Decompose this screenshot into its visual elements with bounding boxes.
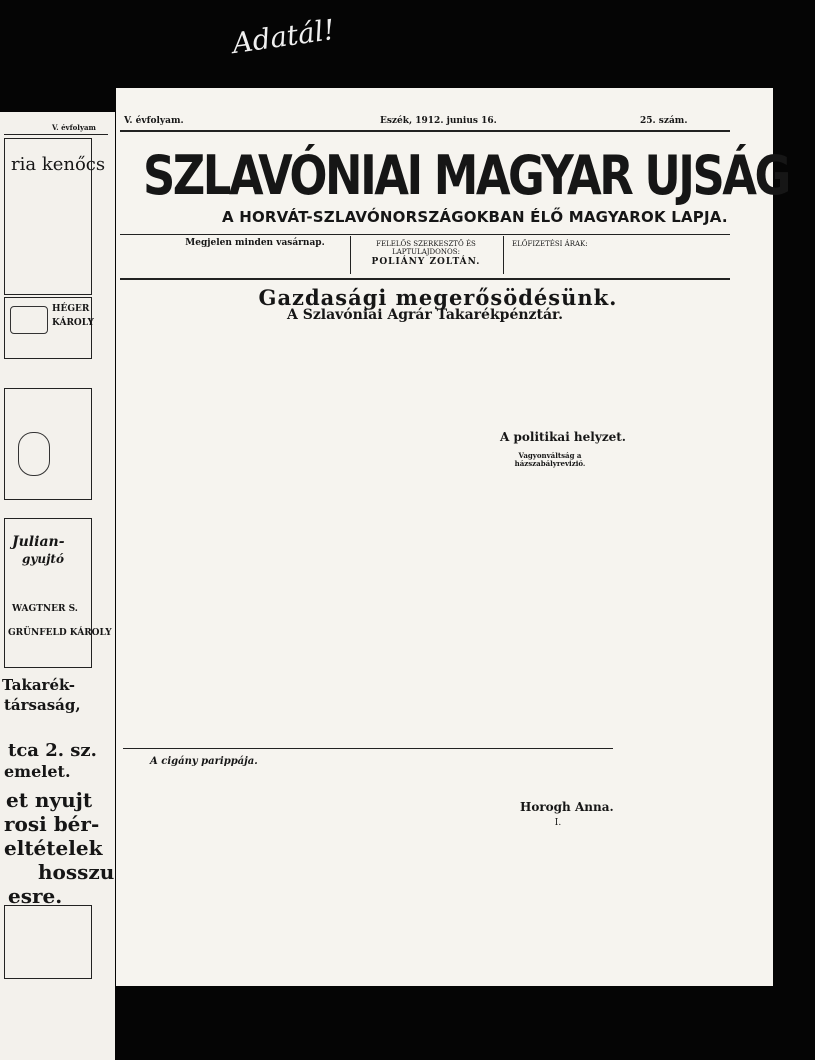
header-rule [120,130,730,132]
poem-column-1 [130,770,240,980]
left-ad-1-text [10,180,86,272]
left-ad-3-title: Julian- [12,534,65,550]
article-column-1 [123,326,241,746]
left-ad-3-subtitle: gyujtó [22,552,64,566]
left-ad-2-name: HÉGER [52,304,90,314]
left-ad-4-line6: rosi bér- [4,812,100,836]
left-ad-4-line5: et nyujt [6,788,93,812]
feuilleton-text [492,832,610,980]
poem-column-2 [246,754,364,980]
article-column-3 [369,326,487,746]
divider [4,134,108,135]
left-ad-3-person2: GRÜNFELD KÁROLY [8,628,112,638]
article-column-4b [492,480,610,742]
article-column-2 [246,326,364,746]
newspaper-title: SZLAVÓNIAI MAGYAR UJSÁG [143,144,789,207]
newspaper-subtitle: A HORVÁT-SZLAVÓNORSZÁGOKBAN ÉLŐ MAGYAROK LAPJA. [222,208,728,226]
left-ad-4-subtitle: társaság, [4,696,81,714]
poem-column-3 [369,754,487,980]
article-column-4 [492,326,610,406]
left-volume: V. évfolyam [52,123,96,132]
article-column-5 [614,326,724,976]
left-ad-4-title: Takarék- [2,676,76,694]
left-ad-box-5 [4,905,92,979]
hat-icon [10,306,48,334]
issue-number: 25. szám. [640,116,688,126]
left-ad-2-surname: KÁROLY [52,318,94,328]
left-ad-1-title: ria kenőcs [11,154,106,175]
left-ad-4-line8: hosszu [38,860,115,884]
clock-icon [18,432,50,476]
editor-name: POLIÁNY ZOLTÁN. [371,257,481,267]
editor-label: FELELŐS SZERKESZTŐ ÉS LAPTULAJDONOS: [376,240,476,257]
volume-label: V. évfolyam. [124,116,184,126]
publication-frequency: Megjelen minden vasárnap. [185,238,325,248]
subscription-prices-label: ELŐFIZETÉSI ÁRAK: [512,240,588,248]
divider [120,278,730,280]
divider [503,236,504,274]
issue-date: Eszék, 1912. junius 16. [380,116,497,126]
left-ad-4-line9: esre. [8,884,63,908]
handwritten-note: Adatál! [230,12,337,61]
feuilleton-number: I. [554,818,562,828]
main-headline: Gazdasági megerősödésünk. [258,285,618,310]
left-ad-3-person: WAGTNER S. [12,604,78,614]
divider [350,236,351,274]
divider [120,234,730,235]
feuilleton-title: Horogh Anna. [520,800,614,814]
poem-title: A cigány parippája. [150,756,258,767]
left-ad-4-line3: tca 2. sz. [8,740,97,761]
article-title: A Szlavóniai Agrár Takarékpénztár. [286,307,563,323]
left-ad-4-line7: eltételek [4,836,103,860]
left-ad-4-line4: emelet. [4,762,71,781]
divider [123,748,613,749]
politics-title: A politikai helyzet. [500,430,626,444]
politics-subtitle: Vagyonváltság a házszabályrevizió. [514,451,586,469]
